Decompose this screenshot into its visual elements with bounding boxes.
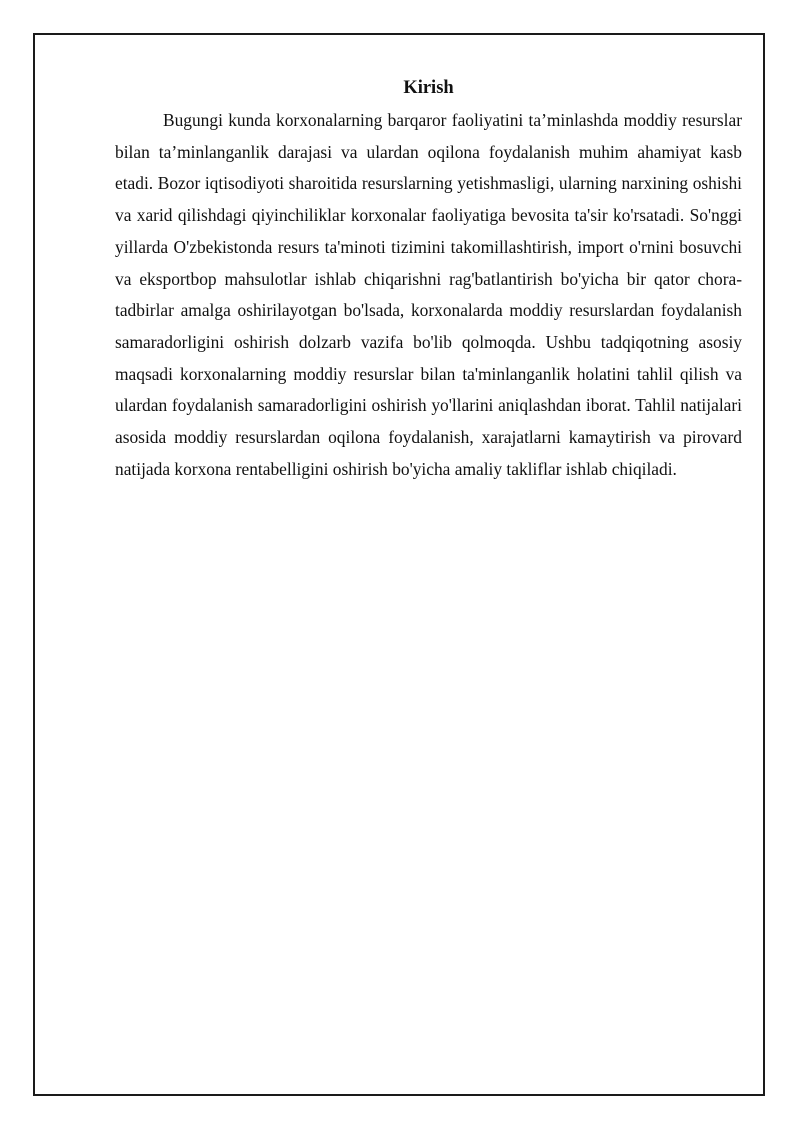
document-body [115, 73, 742, 485]
intro-paragraph: Bugungi kunda korxonalarning barqaror faoliyatini ta’minlashda moddiy resurslar bilan ta’minlanganlik darajasi va ulardan oqilona foydalanish muhim ahamiyat kasb etadi. Bozor iqtisodiyoti sharoitida resurslarning yetishmasligi, ularning narxining oshishi va xarid qilishdagi qiyinchiliklar korxonalar faoliyatiga bevosita ta'sir ko'rsatadi. So'nggi yillarda O'zbekistonda resurs ta'minoti tizimini takomillashtirish, import o'rnini bosuvchi va eksportbop mahsulotlar ishlab chiqarishni rag'batlantirish bo'yicha bir qator chora-tadbirlar amalga oshirilayotgan bo'lsada, korxonalarda moddiy resurslardan foydalanish samaradorligini oshirish dolzarb vazifa bo'lib qolmoqda. Ushbu tadqiqotning asosiy maqsadi korxonalarning moddiy resurslar bilan ta'minlanganlik holatini tahlil qilish va ulardan foydalanish samaradorligini oshirish yo'llarini aniqlashdan iborat. Tahlil natijalari asosida moddiy resurslardan oqilona foydalanish, xarajatlarni kamaytirish va pirovard natijada korxona rentabelligini oshirish bo'yicha amaliy takliflar ishlab chiqiladi. [115, 110, 742, 479]
document-title: Kirish [403, 78, 454, 98]
